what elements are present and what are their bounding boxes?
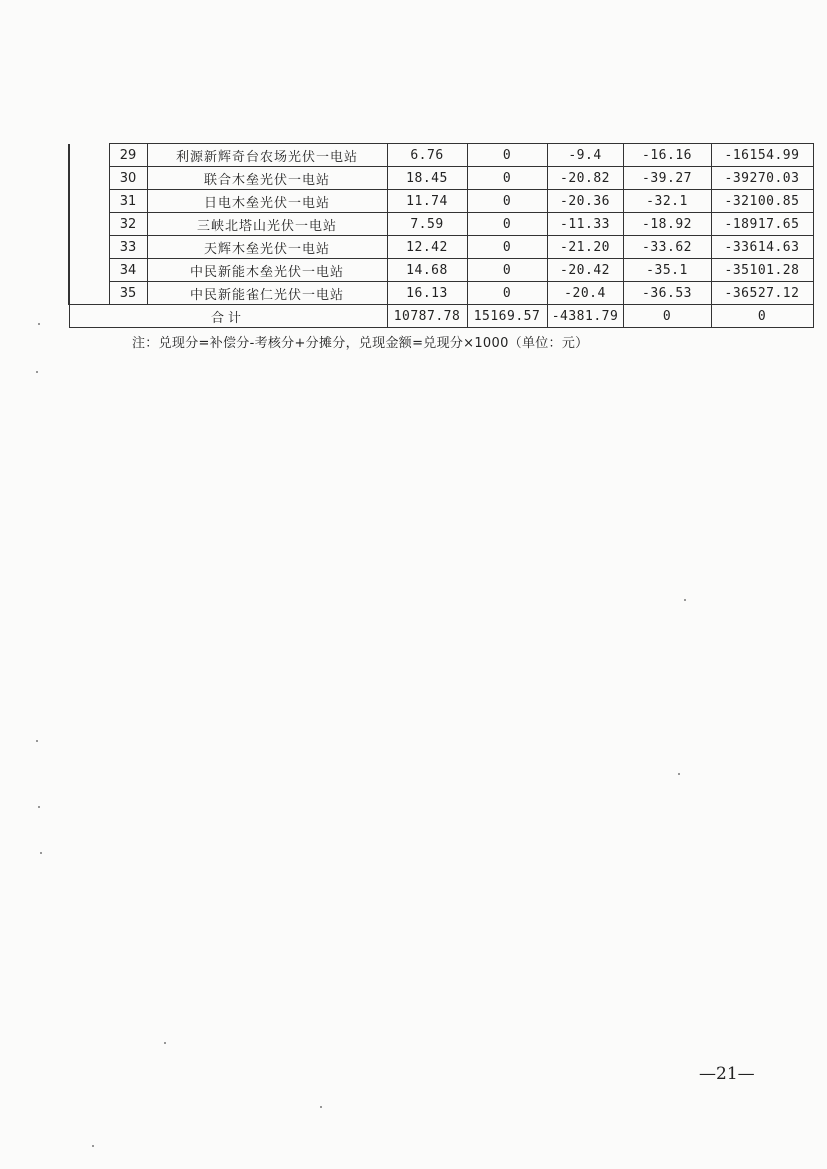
col4-value: -18.92	[623, 213, 711, 236]
table-row	[69, 213, 813, 236]
col5-value: -16154.99	[711, 144, 813, 167]
row-number: 31	[109, 190, 147, 213]
scan-speck	[678, 773, 680, 775]
row-margin-cell	[69, 259, 109, 282]
row-margin-cell	[69, 282, 109, 305]
col3-value: -11.33	[547, 213, 623, 236]
total-col4: 0	[623, 305, 711, 328]
col2-value: 0	[467, 167, 547, 190]
page-number: —21—	[699, 1064, 755, 1084]
total-row	[69, 305, 813, 328]
station-name: 中民新能雀仁光伏一电站	[147, 282, 387, 305]
col1-value: 7.59	[387, 213, 467, 236]
total-col2: 15169.57	[467, 305, 547, 328]
col5-value: -32100.85	[711, 190, 813, 213]
row-number: 34	[109, 259, 147, 282]
row-number: 29	[109, 144, 147, 167]
col3-value: -21.20	[547, 236, 623, 259]
station-name: 利源新辉奇台农场光伏一电站	[147, 144, 387, 167]
scan-speck	[38, 806, 40, 808]
col4-value: -35.1	[623, 259, 711, 282]
col4-value: -33.62	[623, 236, 711, 259]
col1-value: 12.42	[387, 236, 467, 259]
scan-speck	[164, 1042, 166, 1044]
station-name: 联合木垒光伏一电站	[147, 167, 387, 190]
station-name: 天辉木垒光伏一电站	[147, 236, 387, 259]
col2-value: 0	[467, 236, 547, 259]
col2-value: 0	[467, 259, 547, 282]
table-footnote: 注：兑现分=补偿分-考核分+分摊分，兑现金额=兑现分×1000（单位：元）	[132, 336, 589, 351]
station-name: 三峡北塔山光伏一电站	[147, 213, 387, 236]
col1-value: 6.76	[387, 144, 467, 167]
scan-speck	[36, 740, 38, 742]
total-label: 合计	[69, 305, 387, 328]
col1-value: 16.13	[387, 282, 467, 305]
col5-value: -39270.03	[711, 167, 813, 190]
col5-value: -18917.65	[711, 213, 813, 236]
total-col3: -4381.79	[547, 305, 623, 328]
scan-speck	[684, 599, 686, 601]
col1-value: 11.74	[387, 190, 467, 213]
col3-value: -20.36	[547, 190, 623, 213]
col2-value: 0	[467, 213, 547, 236]
settlement-table	[68, 143, 814, 328]
col3-value: -20.4	[547, 282, 623, 305]
row-number: 32	[109, 213, 147, 236]
table-row	[69, 167, 813, 190]
col1-value: 14.68	[387, 259, 467, 282]
col5-value: -36527.12	[711, 282, 813, 305]
col3-value: -20.82	[547, 167, 623, 190]
table-row	[69, 190, 813, 213]
col4-value: -32.1	[623, 190, 711, 213]
row-margin-cell	[69, 213, 109, 236]
scan-speck	[38, 323, 40, 325]
scan-speck	[40, 852, 42, 854]
col3-value: -20.42	[547, 259, 623, 282]
col2-value: 0	[467, 190, 547, 213]
col5-value: -35101.28	[711, 259, 813, 282]
col2-value: 0	[467, 144, 547, 167]
table-row	[69, 259, 813, 282]
scan-speck	[36, 371, 38, 373]
row-margin-cell	[69, 144, 109, 167]
row-margin-cell	[69, 190, 109, 213]
table-row	[69, 236, 813, 259]
scan-speck	[320, 1106, 322, 1108]
row-number: 33	[109, 236, 147, 259]
col2-value: 0	[467, 282, 547, 305]
row-margin-cell	[69, 167, 109, 190]
col5-value: -33614.63	[711, 236, 813, 259]
table-row	[69, 282, 813, 305]
col4-value: -39.27	[623, 167, 711, 190]
scan-speck	[92, 1145, 94, 1147]
col4-value: -36.53	[623, 282, 711, 305]
col1-value: 18.45	[387, 167, 467, 190]
row-margin-cell	[69, 236, 109, 259]
total-col5: 0	[711, 305, 813, 328]
col3-value: -9.4	[547, 144, 623, 167]
col4-value: -16.16	[623, 144, 711, 167]
station-name: 中民新能木垒光伏一电站	[147, 259, 387, 282]
station-name: 日电木垒光伏一电站	[147, 190, 387, 213]
total-col1: 10787.78	[387, 305, 467, 328]
table-row	[69, 144, 813, 167]
row-number: 35	[109, 282, 147, 305]
row-number: 30	[109, 167, 147, 190]
